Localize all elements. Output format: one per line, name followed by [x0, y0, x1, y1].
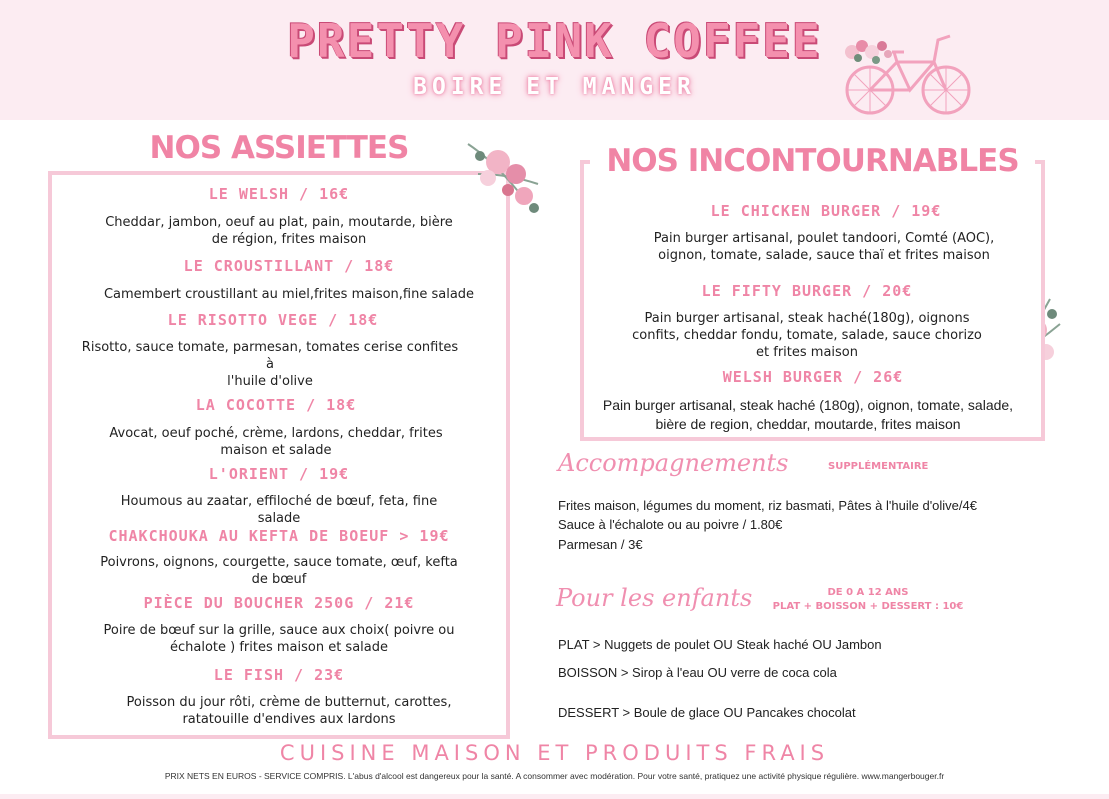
accompagnement-line: Frites maison, légumes du moment, riz basmati, Pâtes à l'huile d'olive/4€ — [558, 498, 977, 513]
menu-item-name: LE WELSH / 16€ — [208, 185, 350, 203]
menu-item-desc: de bœuf — [251, 572, 307, 587]
menu-item-desc: Poivrons, oignons, courgette, sauce tomate, œuf, kefta — [100, 555, 458, 570]
menu-item-name: LE CHICKEN BURGER / 19€ — [710, 202, 942, 220]
footer-slogan: CUISINE MAISON ET PRODUITS FRAIS — [279, 741, 830, 765]
menu-item-name: PIÈCE DU BOUCHER 250G / 21€ — [143, 594, 415, 612]
menu-item-name: LE RISOTTO VEGE / 18€ — [167, 311, 379, 329]
menu-item-desc: à — [266, 357, 274, 372]
menu-item-desc: Avocat, oeuf poché, crème, lardons, cheddar, frites — [109, 426, 443, 441]
brand-subtitle: BOIRE ET MANGER — [413, 74, 696, 100]
menu-item-desc: bière de region, cheddar, moutarde, frites maison — [655, 416, 961, 432]
menu-item-name: LE FIFTY BURGER / 20€ — [701, 282, 913, 300]
supplementaire-tag: SUPPLÉMENTAIRE — [828, 461, 929, 472]
incontournables-title — [580, 143, 1045, 179]
menu-item-desc: Risotto, sauce tomate, parmesan, tomates cerise confites — [81, 340, 459, 355]
footer-legal: PRIX NETS EN EUROS - SERVICE COMPRIS. L'abus d'alcool est dangereux pour la santé. A consommer avec modération. Pour votre santé, pratiquez une activité physique régulière. www.mangerbouger.fr — [164, 771, 945, 781]
menu-item-desc: Poisson du jour rôti, crème de butternut, carottes, — [126, 695, 452, 710]
menu-item-desc: l'huile d'olive — [227, 374, 313, 389]
menu-item-desc: échalote ) frites maison et salade — [169, 640, 389, 655]
enfants-plat: PLAT > Nuggets de poulet OU Steak haché OU Jambon — [558, 637, 882, 652]
menu-item-desc: et frites maison — [756, 345, 858, 360]
menu-item-desc: maison et salade — [220, 443, 332, 458]
menu-item-desc: oignon, tomate, salade, sauce thaï et frites maison — [658, 248, 990, 263]
footer-band — [0, 794, 1109, 799]
menu-item-desc: confits, cheddar fondu, tomate, salade, sauce chorizo — [632, 328, 982, 343]
menu-item-desc: Poire de bœuf sur la grille, sauce aux choix( poivre ou — [103, 623, 455, 638]
menu-item-desc: Pain burger artisanal, steak haché(180g), oignons — [644, 311, 970, 326]
accompagnements-title: Accompagnements — [558, 449, 789, 477]
menu-item-name: LE FISH / 23€ — [213, 666, 345, 684]
flower-bouquet-icon — [458, 134, 550, 220]
brand-title: PRETTY PINK COFFEE — [287, 14, 822, 68]
menu-item-desc: Pain burger artisanal, poulet tandoori, Comté (AOC), — [653, 231, 995, 246]
menu-item-desc: Cheddar, jambon, oeuf au plat, pain, moutarde, bière — [105, 215, 453, 230]
menu-item-desc: Houmous au zaatar, effiloché de bœuf, feta, fine — [120, 494, 438, 509]
menu-item-desc: Pain burger artisanal, steak haché (180g), oignon, tomate, salade, — [602, 397, 1014, 413]
menu-item-desc: de région, frites maison — [211, 232, 367, 247]
menu-item-name: CHAKCHOUKA AU KEFTA DE BOEUF > 19€ — [108, 527, 450, 545]
menu-item-name: L'ORIENT / 19€ — [208, 465, 350, 483]
menu-item-desc: salade — [257, 511, 301, 526]
accompagnement-line: Sauce à l'échalote ou au poivre / 1.80€ — [558, 517, 783, 532]
enfants-price-tag: PLAT + BOISSON + DESSERT : 10€ — [772, 601, 964, 612]
enfants-boisson: BOISSON > Sirop à l'eau OU verre de coca cola — [558, 665, 837, 680]
accompagnement-line: Parmesan / 3€ — [558, 537, 643, 552]
menu-item-name: LE CROUSTILLANT / 18€ — [183, 257, 395, 275]
incontournables-title-text: NOS INCONTOURNABLES — [590, 143, 1034, 179]
enfants-title: Pour les enfants — [556, 584, 753, 612]
enfants-dessert: DESSERT > Boule de glace OU Pancakes chocolat — [558, 705, 856, 720]
menu-item-name: WELSH BURGER / 26€ — [722, 368, 904, 386]
enfants-age-tag: DE 0 A 12 ANS — [827, 587, 909, 598]
menu-item-desc: ratatouille d'endives aux lardons — [182, 712, 396, 727]
menu-item-desc: Camembert croustillant au miel,frites maison,fine salade — [103, 287, 475, 302]
bicycle-with-flowers-icon — [842, 22, 972, 122]
menu-item-name: LA COCOTTE / 18€ — [195, 396, 357, 414]
assiettes-title: NOS ASSIETTES — [149, 130, 409, 166]
